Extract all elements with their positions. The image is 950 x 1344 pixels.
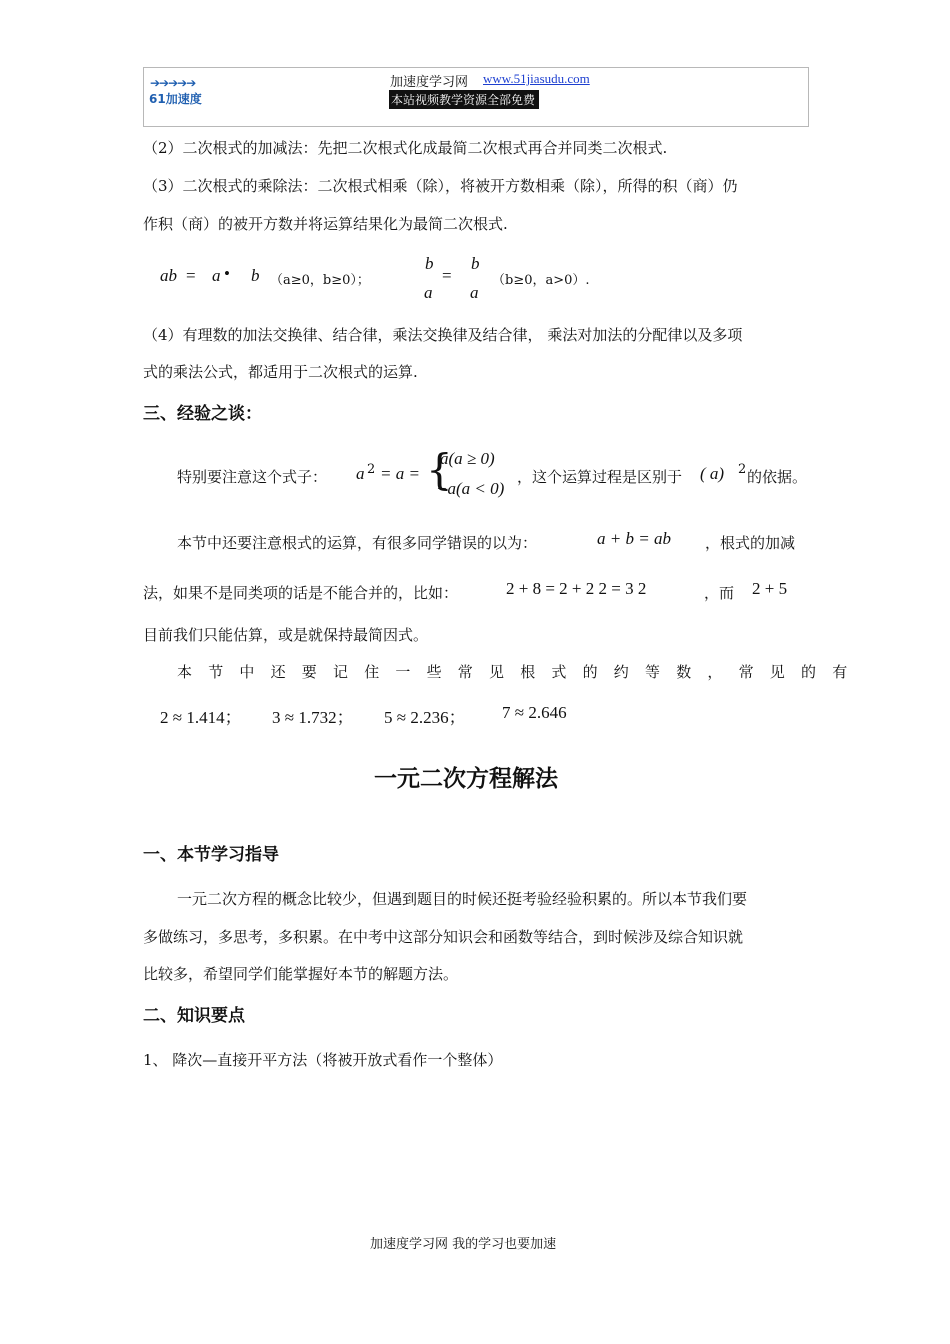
section-1-line2: 多做练习，多思考，多积累。在中考中这部分知识会和函数等结合，到时候涉及综合知识就 (143, 928, 744, 946)
exp1-tail-2: 的依据。 (747, 468, 808, 486)
paragraph-2: （2）二次根式的加减法：先把二次根式化成最简二次根式再合并同类二次根式. (143, 139, 668, 157)
logo-text: 61加速度 (149, 92, 202, 106)
header-banner (143, 67, 809, 127)
fraction-2-numerator: b (471, 254, 480, 273)
section-1-line3: 比较多，希望同学们能掌握好本节的解题方法。 (143, 965, 459, 983)
exp3-math: 2 + 8 = 2 + 2 2 = 3 2 (506, 579, 647, 598)
site-name: 加速度学习网 (390, 75, 469, 90)
exp2-math: a + b = ab (597, 529, 671, 548)
exp4-text: 目前我们只能估算，或是就保持最简因式。 (143, 626, 429, 644)
exp1-paren-a: ( a) (700, 464, 725, 483)
piecewise-case-2: −a(a < 0) (436, 479, 505, 498)
exp1-eq-a: = a = (380, 464, 420, 483)
formula-a: a (212, 266, 221, 285)
fraction-1-denominator: a (424, 283, 433, 302)
paragraph-3-line1: （3）二次根式的乘除法：二次根式相乘（除），将被开方数相乘（除），所得的积（商）仍 (143, 177, 738, 195)
section-2-heading: 二、知识要点 (143, 1006, 245, 1026)
formula-ab: ab (160, 266, 177, 285)
exp2-text: 本节中还要注意根式的运算，有很多同学错误的以为： (177, 534, 538, 552)
formula-condition-2: （b≥0，a>0）. (492, 273, 590, 288)
exp3-mid: ，而 (704, 584, 735, 602)
fraction-2-denominator: a (470, 283, 479, 302)
formula-eq: = (186, 266, 196, 285)
approx-sqrt2: 2 ≈ 1.414； (160, 708, 242, 727)
exp2-tail: ，根式的加减 (705, 534, 796, 552)
section-3-heading: 三、经验之谈： (143, 404, 262, 424)
exp1-a: a (356, 464, 365, 483)
fraction-eq: = (442, 266, 452, 285)
exp3-lead: 法，如果不是同类项的话是不能合并的，比如： (143, 584, 459, 602)
free-resources-banner: 本站视频教学资源全部免费 (389, 90, 539, 109)
exp1-lead: 特别要注意这个式子： (177, 468, 328, 486)
section-1-heading: 一、本节学习指导 (143, 845, 279, 865)
approx-sqrt3: 3 ≈ 1.732； (272, 708, 354, 727)
fraction-1-numerator: b (425, 254, 434, 273)
formula-b: b (251, 266, 260, 285)
exp3-math-2: 2 + 5 (752, 579, 788, 598)
formula-dot: • (224, 264, 230, 283)
section-1-line1: 一元二次方程的概念比较少，但遇到题目的时候还挺考验经验积累的。所以本节我们要 (177, 890, 748, 908)
exp1-sup-2: 2 (738, 462, 747, 477)
exp1-tail-1: ，这个运算过程是区别于 (517, 468, 683, 486)
paragraph-3-line2: 作积（商）的被开方数并将运算结果化为最简二次根式. (143, 215, 508, 233)
page-title: 一元二次方程解法 (374, 766, 558, 792)
piecewise-case-1: a(a ≥ 0) (440, 449, 495, 468)
site-url-link[interactable]: www.51jiasudu.com (483, 71, 590, 86)
exp1-sup: 2 (367, 462, 376, 477)
page-footer: 加速度学习网 我的学习也要加速 (370, 1237, 557, 1252)
logo-icon: ➔➔➔➔➔ (150, 76, 196, 90)
formula-condition-1: （a≥0，b≥0）； (270, 273, 370, 288)
piecewise-brace: { (426, 445, 453, 494)
exp5-text: 本节中还要记住一些常见根式的约等数，常见的有 (177, 663, 864, 681)
approx-sqrt7: 7 ≈ 2.646 (502, 703, 567, 722)
paragraph-4-line2: 式的乘法公式，都适用于二次根式的运算. (143, 363, 418, 381)
approx-sqrt5: 5 ≈ 2.236； (384, 708, 466, 727)
paragraph-4-line1: （4）有理数的加法交换律、结合律，乘法交换律及结合律， 乘法对加法的分配律以及多项 (143, 326, 743, 344)
knowledge-item-1: 1、 降次—直接开平方法（将被开放式看作一个整体） (143, 1051, 503, 1069)
